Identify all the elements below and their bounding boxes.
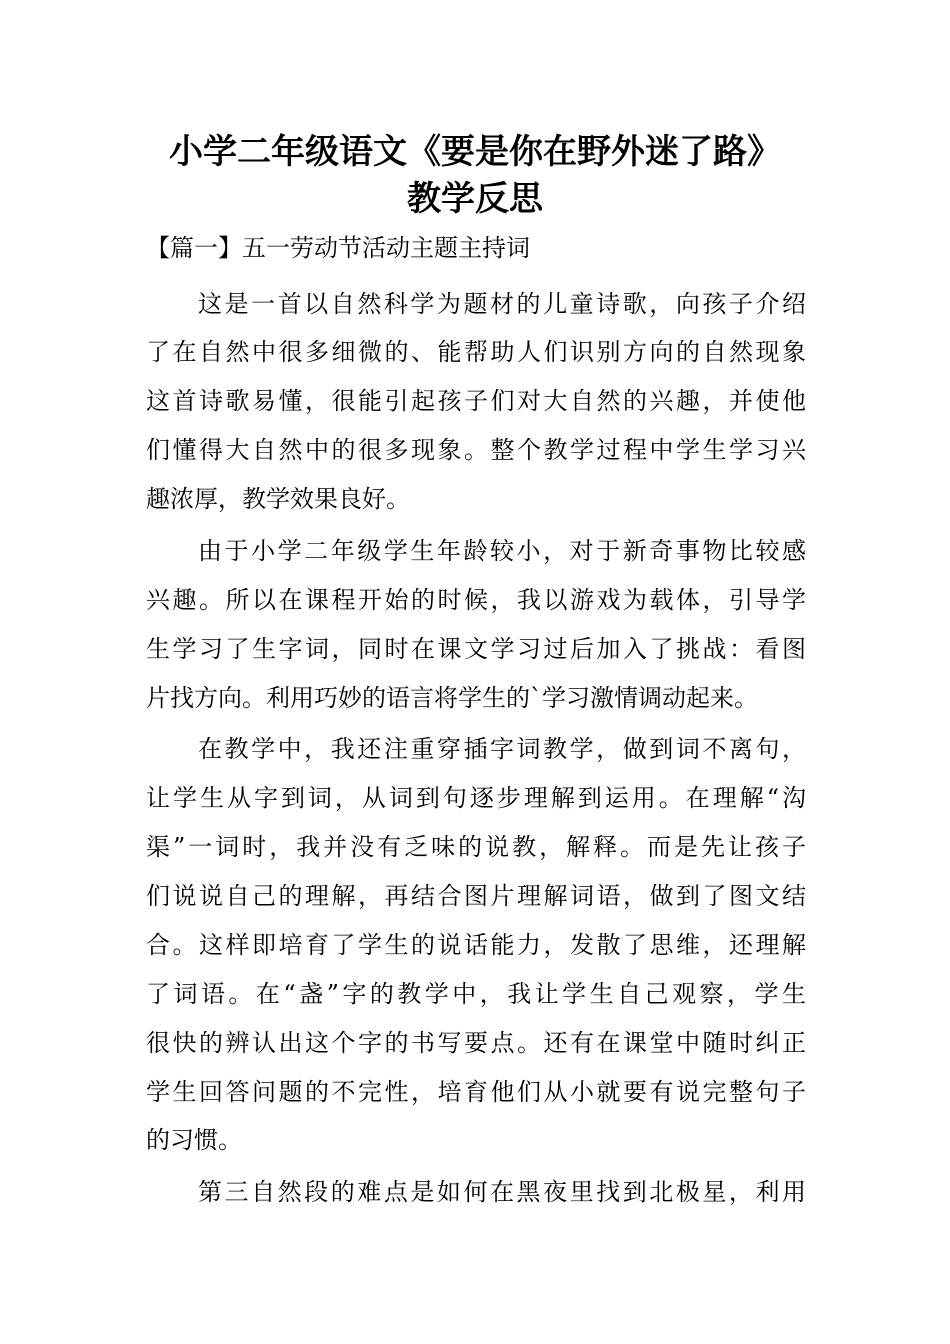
paragraph-3-line-8: 学生回答问题的不完性，培育他们从小就要有说完整句子: [146, 1078, 806, 1106]
paragraph-2-line-3: 生学习了生字词，同时在课文学习过后加入了挑战：看图: [146, 635, 806, 663]
document-title-line-2: 教学反思: [407, 179, 543, 219]
paragraph-2-line-1: 由于小学二年级学生年龄较小，对于新奇事物比较感: [198, 537, 806, 565]
paragraph-2-line-4: 片找方向。利用巧妙的语言将学生的`学习激情调动起来。: [146, 684, 758, 712]
paragraph-3-line-6: 了词语。在“盏”字的教学中，我让学生自己观察，学生: [146, 980, 806, 1008]
paragraph-3-line-9: 的习惯。: [146, 1126, 242, 1154]
paragraph-3-line-4: 们说说自己的理解，再结合图片理解词语，做到了图文结: [146, 882, 806, 910]
paragraph-2-line-2: 兴趣。所以在课程开始的时候，我以游戏为载体，引导学: [146, 586, 806, 614]
paragraph-1-line-4: 们懂得大自然中的很多现象。整个教学过程中学生学习兴: [146, 436, 806, 464]
paragraph-1-line-1: 这是一首以自然科学为题材的儿童诗歌，向孩子介绍: [198, 290, 806, 318]
paragraph-4-line-1: 第三自然段的难点是如何在黑夜里找到北极星，利用: [198, 1178, 806, 1206]
document-title-line-1: 小学二年级语文《要是你在野外迷了路》: [169, 132, 781, 172]
paragraph-3-line-3: 渠”一词时，我并没有乏味的说教，解释。而是先让孩子: [146, 833, 806, 861]
paragraph-1-line-3: 这首诗歌易懂，很能引起孩子们对大自然的兴趣，并使他: [146, 387, 806, 415]
paragraph-1-line-5: 趣浓厚，教学效果良好。: [146, 485, 410, 513]
paragraph-3-line-1: 在教学中，我还注重穿插字词教学，做到词不离句，: [198, 735, 806, 763]
paragraph-1-line-2: 了在自然中很多细微的、能帮助人们识别方向的自然现象: [146, 338, 806, 366]
paragraph-3-line-2: 让学生从字到词，从词到句逐步理解到运用。在理解“沟: [146, 784, 806, 812]
paragraph-3-line-7: 很快的辨认出这个字的书写要点。还有在课堂中随时纠正: [146, 1029, 806, 1057]
paragraph-3-line-5: 合。这样即培育了学生的说话能力，发散了思维，还理解: [146, 931, 806, 959]
section-heading: 【篇一】五一劳动节活动主题主持词: [146, 234, 530, 262]
